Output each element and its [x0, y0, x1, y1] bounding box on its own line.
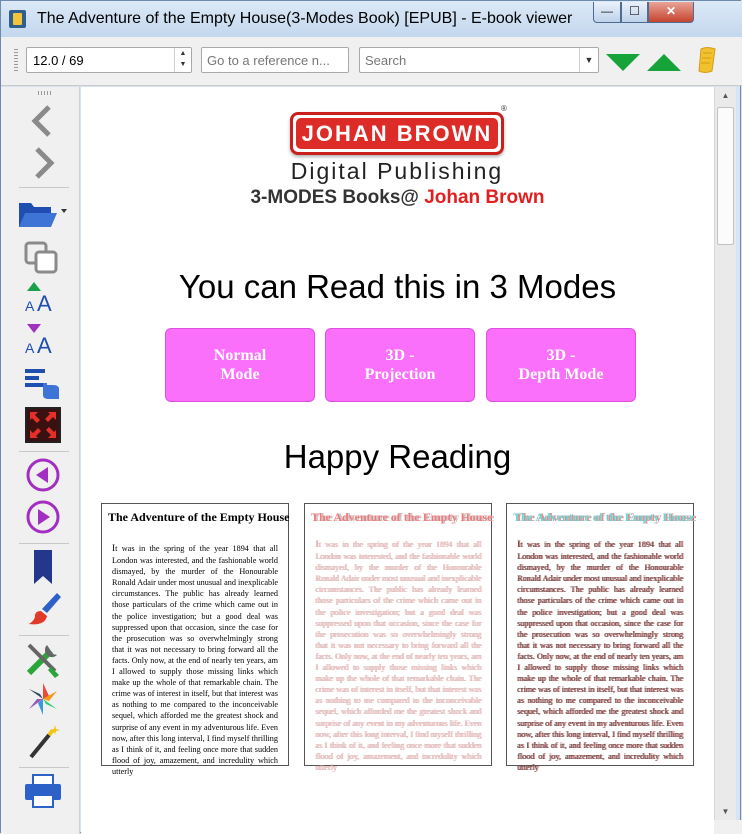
scroll-up-arrow-icon[interactable]: ▲ — [721, 91, 730, 100]
window-corner — [714, 820, 742, 834]
depth-mode-sample — [506, 503, 695, 772]
maximize-button[interactable]: ☐ — [621, 2, 648, 23]
bookmark-icon[interactable] — [21, 547, 65, 587]
brand-logo — [290, 112, 504, 155]
minimize-button[interactable]: — — [593, 2, 621, 23]
reference-input-box[interactable] — [201, 47, 349, 73]
find-previous-icon[interactable] — [647, 54, 681, 71]
next-page-icon[interactable] — [21, 497, 65, 537]
depth-mode-button[interactable]: 3D - Depth Mode — [486, 328, 636, 402]
theme-brush-icon[interactable] — [21, 589, 65, 629]
svg-text:A: A — [37, 333, 52, 358]
close-button[interactable]: ✕ — [648, 2, 694, 23]
reference-input[interactable] — [202, 48, 348, 72]
brand-tagline — [81, 187, 714, 209]
brand-tag-name: Johan Brown — [424, 187, 545, 208]
svg-text:A: A — [25, 298, 35, 314]
font-smaller-icon[interactable] — [21, 321, 65, 361]
vertical-scrollbar[interactable] — [714, 87, 736, 820]
position-spinbox[interactable] — [26, 47, 192, 73]
sample-title: The Adventure of the Empty House — [513, 510, 695, 524]
sample-title: The Adventure of the Empty House — [108, 510, 290, 524]
book-page[interactable] — [81, 87, 714, 834]
sidebar-separator — [19, 187, 69, 188]
position-spin-arrows-icon[interactable]: ▲ ▼ — [174, 48, 191, 72]
preferences-tools-icon[interactable] — [21, 639, 65, 679]
title-bar[interactable] — [1, 1, 742, 37]
scroll-down-arrow-icon[interactable]: ▼ — [721, 807, 730, 816]
position-value: 12.0 / 69 — [33, 53, 84, 68]
brand-subtitle: Digital Publishing — [290, 158, 504, 184]
print-icon[interactable] — [21, 771, 65, 811]
modes-heading: You can Read this in 3 Modes — [178, 268, 617, 305]
svg-text:A: A — [37, 291, 52, 316]
copy-icon[interactable] — [21, 237, 65, 277]
search-input[interactable] — [360, 48, 578, 72]
top-toolbar — [1, 37, 742, 86]
find-next-icon[interactable] — [606, 54, 640, 71]
table-of-contents-icon[interactable] — [21, 363, 65, 403]
sidebar-separator — [19, 767, 69, 768]
window-title: The Adventure of the Empty House(3-Modes Book) [EPUB] - E-book viewer — [37, 10, 573, 27]
sidebar-grip[interactable] — [38, 91, 52, 95]
open-folder-icon[interactable] — [21, 193, 65, 233]
left-toolbar — [1, 87, 80, 834]
sample-title: The Adventure of the Empty House — [311, 510, 493, 524]
svg-text:A: A — [25, 340, 35, 356]
sidebar-separator — [19, 543, 69, 544]
normal-mode-button[interactable]: Normal Mode — [165, 328, 315, 402]
brand-name: JOHAN BROWN — [296, 118, 498, 149]
sidebar-separator — [19, 451, 69, 452]
fullscreen-icon[interactable] — [21, 405, 65, 445]
previous-page-icon[interactable] — [21, 455, 65, 495]
font-larger-icon[interactable] — [21, 279, 65, 319]
sample-text: It was in the spring of the year 1894 that all London was interested, and the fashionable world dismayed, by the murder of the Honourable Ronald Adair under most unusual and inexplicable circumstances. The public has already learned those particulars of the crime which came out in the police investigation; but a good deal was suppressed upon that occasion, since the case for the prosecution was so overwhelmingly strong that it was not necessary to bring forward all the facts. Only now, at the end of nearly ten years, am I allowed to supply those missing links which make up the whole of that remarkable chain. The crime was of interest in itself, but that interest was as nothing to me compared to the inconceivable sequel, which afforded me the greatest shock and surprise of any event in my adventurous life. Even now, after this long interval, I find myself thrilling as I think of it, and feeling once more that sudden flood of joy, amazement, and incredulity which utterly — [315, 540, 481, 772]
projection-mode-button[interactable]: 3D - Projection — [325, 328, 475, 402]
magic-wand-icon[interactable] — [21, 721, 65, 761]
happy-reading-heading: Happy Reading — [283, 438, 512, 475]
back-arrow-icon[interactable] — [21, 101, 65, 141]
forward-arrow-icon[interactable] — [21, 143, 65, 183]
search-box[interactable] — [359, 47, 599, 73]
normal-mode-sample — [101, 503, 290, 776]
toolbar-grip[interactable] — [14, 49, 18, 73]
brand-tag-prefix: 3-MODES Books@ — [250, 187, 425, 208]
eyewear-scroll-icon[interactable] — [695, 45, 719, 75]
search-dropdown-icon[interactable]: ▼ — [579, 48, 598, 72]
color-wheel-icon[interactable] — [21, 679, 65, 719]
projection-mode-sample — [304, 503, 493, 772]
sample-text: It was in the spring of the year 1894 that all London was interested, and the fashionable world dismayed, by the murder of the Honourable Ronald Adair under most unusual and inexplicable circumstances. The public has already learned those particulars of the crime which came out in the police investigation; but a good deal was suppressed upon that occasion, since the case for the prosecution was so overwhelmingly strong that it was not necessary to bring forward all the facts. Only now, at the end of nearly ten years, am I allowed to supply those missing links which make up the whole of that remarkable chain. The crime was of interest in itself, but that interest was as nothing to me compared to the inconceivable sequel, which afforded me the greatest shock and surprise of any event in my adventurous life. Even now, after this long interval, I find myself thrilling as I think of it, and feeling once more that sudden flood of joy, amazement, and incredulity which utterly — [517, 540, 683, 772]
sample-text: It was in the spring of the year 1894 that all London was interested, and the fashionable world dismayed, by the murder of the Honourable Ronald Adair under most unusual and inexplicable circumstances. The public has already learned those particulars of the crime which came out in the police investigation; but a good deal was suppressed upon that occasion, since the case for the prosecution was so overwhelmingly strong that it was not necessary to bring forward all the facts. Only now, at the end of nearly ten years, am I allowed to supply those missing links which make up the whole of that remarkable chain. The crime was of interest in itself, but that interest was as nothing to me compared to the inconceivable sequel, which afforded me the greatest shock and surprise of any event in my adventurous life. Even now, after this long interval, I find myself thrilling as I think of it, and feeling once more that sudden flood of joy, amazement, and incredulity which utterly — [112, 544, 278, 776]
sidebar-separator — [19, 635, 69, 636]
brand-registered-mark: ® — [501, 104, 507, 113]
scroll-thumb[interactable] — [717, 107, 734, 245]
app-icon — [9, 10, 26, 28]
